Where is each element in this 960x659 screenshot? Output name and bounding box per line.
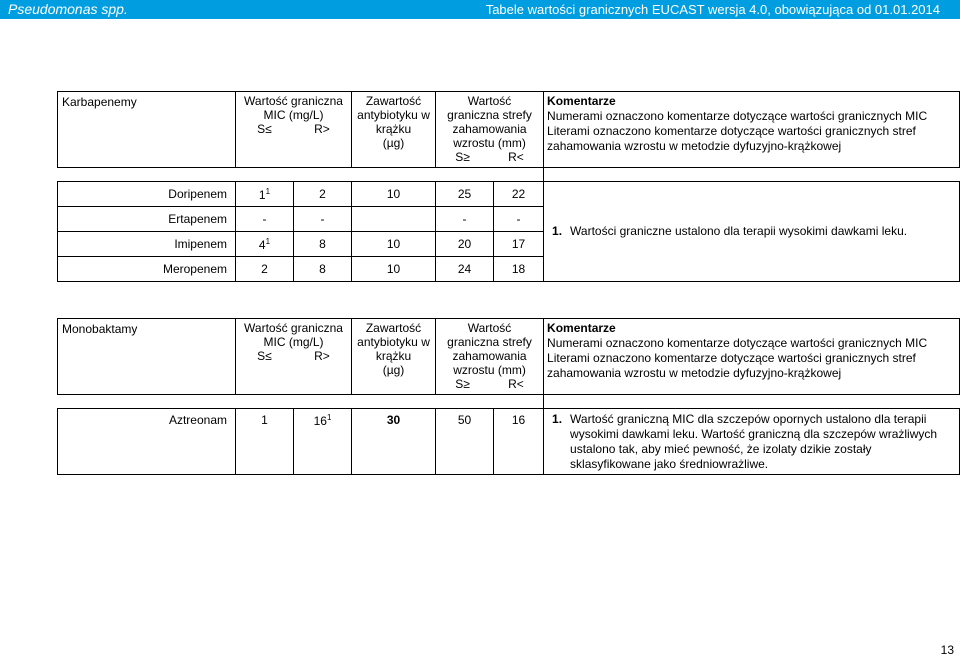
zone-s-value: - [436, 207, 494, 232]
zone-s-value: 24 [436, 257, 494, 282]
r-mic-label: R> [314, 122, 330, 136]
mic-header-label: Wartość graniczna MIC (mg/L) [244, 94, 343, 122]
document-title-header: Tabele wartości granicznych EUCAST wersja 4.0, obowiązująca od 01.01.2014 [260, 0, 960, 19]
s-mic-label: S≤ [257, 349, 272, 363]
disk-content-value: 30 [352, 409, 436, 475]
mic-r-value: 8 [294, 232, 352, 257]
mic-s-value: 1 [258, 187, 266, 202]
r-mic-label: R> [314, 349, 330, 363]
comments-title: Komentarze [547, 321, 616, 335]
comments-header [544, 319, 960, 395]
mic-r-value: - [294, 207, 352, 232]
page-number: 13 [940, 643, 954, 657]
mic-s-value: 1 [236, 409, 294, 475]
class-title: Monobaktamy [58, 319, 236, 395]
disk-header [352, 92, 436, 168]
footnote-number: 1. [552, 224, 563, 238]
zone-s-value: 50 [436, 409, 494, 475]
zone-header-label: Wartość graniczna strefy zahamowania wzrostu (mm) [447, 94, 532, 150]
comments-header [544, 92, 960, 168]
zone-r-value: 22 [494, 182, 544, 207]
class-title: Karbapenemy [58, 92, 236, 168]
zone-r-value: 18 [494, 257, 544, 282]
comments-zone-note: Literami oznaczono komentarze dotyczące wartości granicznych stref zahamowania wzrostu w metodzie dyfuzyjno-krążkowej [547, 351, 916, 380]
mic-s-value: 2 [236, 257, 294, 282]
r-zone-label: R< [508, 150, 524, 164]
zone-r-value: 16 [494, 409, 544, 475]
r-zone-label: R< [508, 377, 524, 391]
disk-header-label: Zawartość antybiotyku w krążku [357, 321, 430, 363]
comments-mic-note: Numerami oznaczono komentarze dotyczące wartości granicznych MIC [547, 109, 928, 123]
zone-header [436, 319, 544, 395]
antibiotic-name: Aztreonam [58, 409, 236, 475]
antibiotic-name: Imipenem [58, 232, 236, 257]
zone-header-label: Wartość graniczna strefy zahamowania wzrostu (mm) [447, 321, 532, 377]
footnote-number: 1. [552, 411, 563, 426]
footnote-cell [544, 182, 960, 282]
comments-mic-note: Numerami oznaczono komentarze dotyczące wartości granicznych MIC [547, 336, 928, 350]
mic-s-value: 4 [258, 237, 266, 252]
comments-zone-note: Literami oznaczono komentarze dotyczące wartości granicznych stref zahamowania wzrostu w metodzie dyfuzyjno-krążkowej [547, 124, 916, 153]
disk-content-value: 10 [352, 232, 436, 257]
zone-s-value: 25 [436, 182, 494, 207]
mic-r-footnote: 1 [326, 413, 332, 422]
disk-content-value: 10 [352, 182, 436, 207]
antibiotic-name: Doripenem [58, 182, 236, 207]
disk-header [352, 319, 436, 395]
zone-r-value: - [494, 207, 544, 232]
s-mic-label: S≤ [257, 122, 272, 136]
monobactams-table [57, 318, 960, 475]
mic-r-value: 2 [294, 182, 352, 207]
antibiotic-name: Meropenem [58, 257, 236, 282]
disk-unit-label: (µg) [382, 363, 405, 377]
disk-content-value: 10 [352, 257, 436, 282]
s-zone-label: S≥ [455, 377, 470, 391]
footnote-text: Wartości graniczne ustalono dla terapii wysokimi dawkami leku. [570, 224, 908, 238]
zone-s-value: 20 [436, 232, 494, 257]
mic-header-label: Wartość graniczna MIC (mg/L) [244, 321, 343, 349]
mic-s-value: - [236, 207, 294, 232]
disk-unit-label: (µg) [382, 136, 405, 150]
mic-r-value: 8 [294, 257, 352, 282]
mic-s-footnote: 1 [265, 236, 271, 246]
disk-content-value [352, 207, 436, 232]
mic-r-value: 16 [313, 414, 327, 428]
zone-r-value: 17 [494, 232, 544, 257]
antibiotic-name: Ertapenem [58, 207, 236, 232]
mic-s-footnote: 1 [265, 186, 271, 196]
disk-header-label: Zawartość antybiotyku w krążku [357, 94, 430, 136]
mic-header [236, 319, 352, 395]
organism-header: Pseudomonas spp. [0, 0, 268, 19]
s-zone-label: S≥ [455, 150, 470, 164]
carbapenems-table [57, 91, 960, 282]
zone-header [436, 92, 544, 168]
comments-title: Komentarze [547, 94, 616, 108]
footnote-cell [544, 409, 960, 475]
mic-header [236, 92, 352, 168]
footnote-text: Wartość graniczną MIC dla szczepów opornych ustalono dla terapii wysokimi dawkami leku. Wartość graniczną dla szczepów wrażliwych ustalono tak, aby mieć pewność, że izolaty dzikie zostały sklasyfikowane jako średniowrażliwe. [570, 411, 938, 471]
